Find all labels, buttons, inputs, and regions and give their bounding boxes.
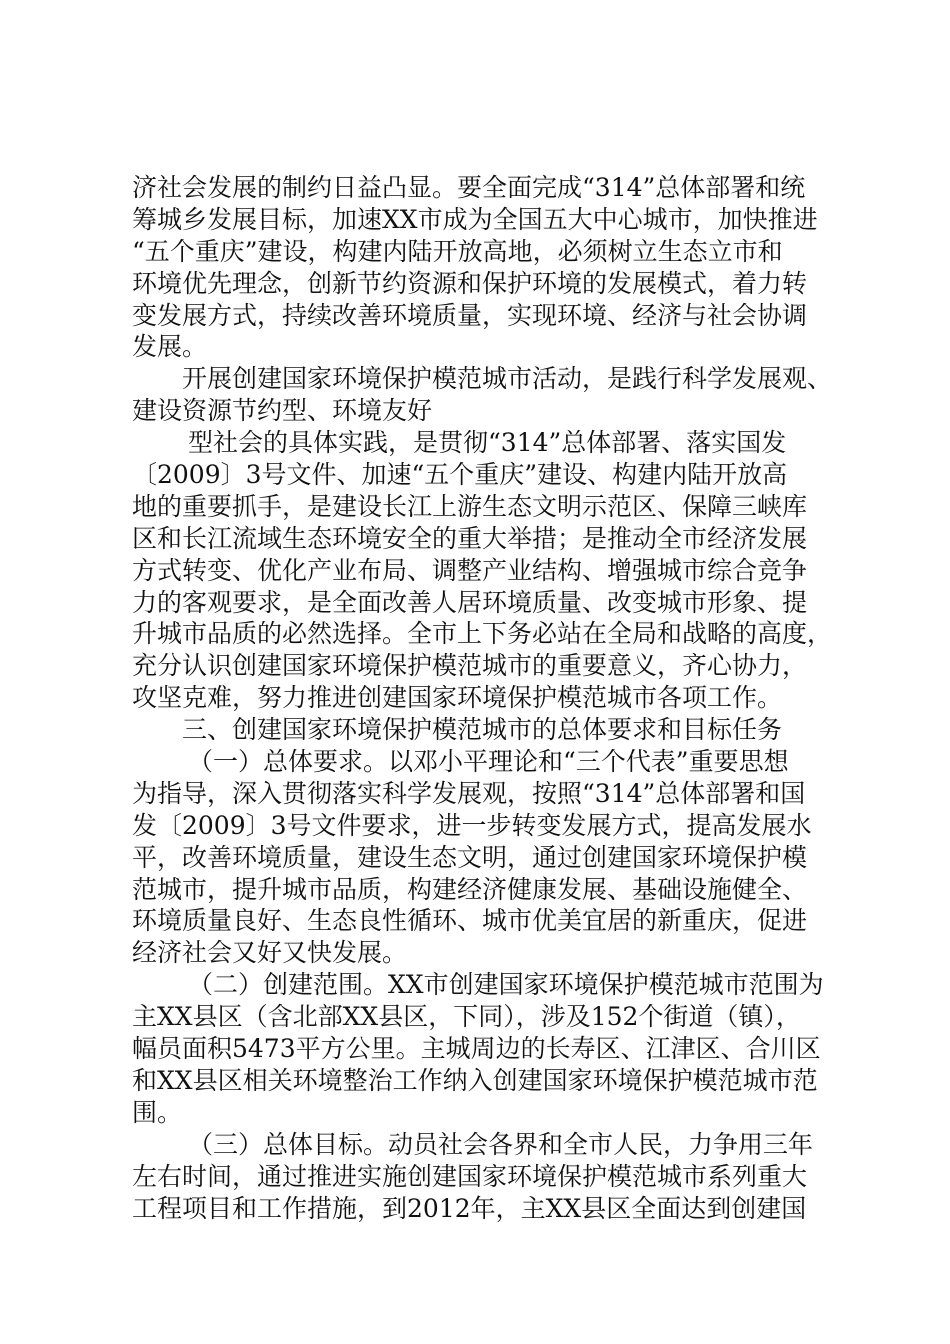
text-line: 经济社会又好又快发展。 — [132, 938, 408, 968]
text-line: “五个重庆”建设，构建内陆开放高地，必须树立生态立市和 — [132, 236, 783, 266]
text-line: （一）总体要求。以邓小平理论和“三个代表”重要思想 — [188, 747, 789, 777]
text-line: 变发展方式，持续改善环境质量，实现环境、经济与社会协调 — [132, 300, 808, 330]
text-line: 区和长江流域生态环境安全的重大举措；是推动全市经济发展 — [132, 523, 808, 553]
text-line: 发展。 — [132, 332, 208, 362]
text-line: 三、创建国家环境保护模范城市的总体要求和目标任务 — [182, 715, 783, 745]
text-line: 主XX县区（含北部XX县区，下同），涉及152个街道（镇）， — [132, 1002, 801, 1032]
text-line: 充分认识创建国家环境保护模范城市的重要意义，齐心协力， — [132, 651, 808, 681]
text-line: 开展创建国家环境保护模范城市活动，是践行科学发展观、 — [182, 364, 832, 394]
text-line: 和XX县区相关环境整治工作纳入创建国家环境保护模范城市范 — [132, 1065, 818, 1095]
text-line: 环境质量良好、生态良性循环、城市优美宜居的新重庆，促进 — [132, 906, 808, 936]
text-line: 攻坚克难，努力推进创建国家环境保护模范城市各项工作。 — [132, 683, 783, 713]
text-line: 围。 — [132, 1097, 183, 1127]
text-line: 工程项目和工作措施，到2012年，主XX县区全面达到创建国 — [132, 1193, 807, 1223]
text-line: 力的客观要求，是全面改善人居环境质量、改变城市形象、提 — [132, 587, 808, 617]
text-line: 地的重要抓手，是建设长江上游生态文明示范区、保障三峡库 — [132, 491, 808, 521]
text-line: 范城市，提升城市品质，构建经济健康发展、基础设施健全、 — [132, 874, 808, 904]
text-line: 左右时间，通过推进实施创建国家环境保护模范城市系列重大 — [132, 1161, 808, 1191]
text-line: 升城市品质的必然选择。全市上下务必站在全局和战略的高度， — [132, 619, 832, 649]
text-line: 发〔2009〕3号文件要求，进一步转变发展方式，提高发展水 — [132, 810, 812, 840]
text-line: 〔2009〕3号文件、加速“五个重庆”建设、构建内陆开放高 — [132, 460, 788, 490]
text-line: （二）创建范围。XX市创建国家环境保护模范城市范围为 — [188, 970, 824, 1000]
text-line: （三）总体目标。动员社会各界和全市人民，力争用三年 — [188, 1129, 814, 1159]
text-line: 为指导，深入贯彻落实科学发展观，按照“314”总体部署和国 — [132, 778, 806, 808]
text-line: 济社会发展的制约日益凸显。要全面完成“314”总体部署和统 — [132, 173, 806, 202]
text-line: 建设资源节约型、环境友好 — [132, 396, 433, 426]
text-line: 筹城乡发展目标，加速XX市成为全国五大中心城市，加快推进 — [132, 204, 818, 234]
text-line: 平，改善环境质量，建设生态文明，通过创建国家环境保护模 — [132, 842, 808, 872]
text-line: 方式转变、优化产业布局、调整产业结构、增强城市综合竞争 — [132, 555, 808, 585]
text-line: 型社会的具体实践，是贯彻“314”总体部署、落实国发 — [188, 428, 787, 458]
text-line: 环境优先理念，创新节约资源和保护环境的发展模式，着力转 — [132, 268, 808, 298]
document-body — [132, 172, 832, 1224]
text-line: 幅员面积5473平方公里。主城周边的长寿区、江津区、合川区 — [132, 1034, 821, 1064]
